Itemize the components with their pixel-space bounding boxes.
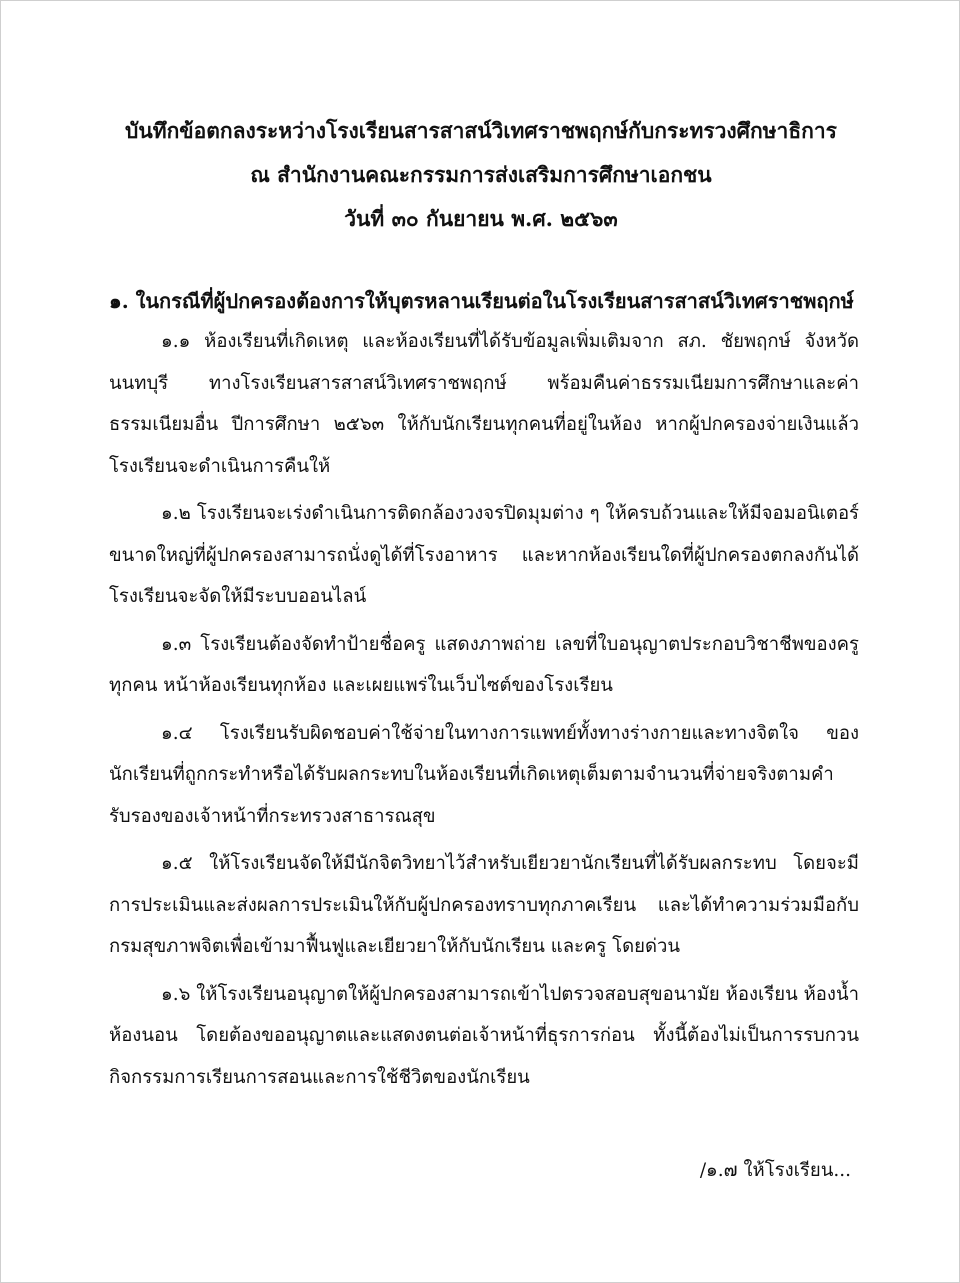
section-heading: ๑. ในกรณีที่ผู้ปกครองต้องการให้บุตรหลานเรียนต่อในโรงเรียนสารสาสน์วิเทศราชพฤกษ์: [109, 289, 854, 313]
paragraph-1-6: ๑.๖ ให้โรงเรียนอนุญาตให้ผู้ปกครองสามารถเข้าไปตรวจสอบสุขอนามัย ห้องเรียน ห้องน้ำ ห้องนอน โดยต้องขออนุญาตและแสดงตนต่อเจ้าหน้าที่ธุรการก่อน ทั้งนี้ต้องไม่เป็นการรบกวนกิจกรรมการเรียนการสอนและการใช้ชีวิตของนักเรียน: [109, 983, 859, 1088]
document-title: [81, 109, 881, 241]
continuation-note: /๑.๗ ให้โรงเรียน...: [699, 1160, 851, 1181]
paragraph-1-2: ๑.๒ โรงเรียนจะเร่งดำเนินการติดกล้องวงจรปิดมุมต่าง ๆ ให้ครบถ้วนและให้มีจอมอนิเตอร์ขนาดใหญ่ที่ผู้ปกครองสามารถนั่งดูได้ที่โรงอาหาร และหากห้องเรียนใดที่ผู้ปกครองตกลงกันได้ โรงเรียนจะจัดให้มีระบบออนไลน์: [109, 503, 859, 607]
paragraph-1-5: ๑.๕ ให้โรงเรียนจัดให้มีนักจิตวิทยาไว้สำหรับเยียวยานักเรียนที่ได้รับผลกระทบ โดยจะมีการประเมินและส่งผลการประเมินให้กับผู้ปกครองทราบทุกภาคเรียน และได้ทำความร่วมมือกับกรมสุขภาพจิตเพื่อเข้ามาฟื้นฟูและเยียวยาให้กับนักเรียน และครู โดยด่วน: [109, 853, 859, 957]
body-text: [109, 321, 859, 1104]
title-line-2: ณ สำนักงานคณะกรรมการส่งเสริมการศึกษาเอกชน: [250, 162, 712, 187]
title-line-1: บันทึกข้อตกลงระหว่างโรงเรียนสารสาสน์วิเทศราชพฤกษ์กับกระทรวงศึกษาธิการ: [125, 118, 837, 143]
title-line-3: วันที่ ๓๐ กันยายน พ.ศ. ๒๕๖๓: [344, 206, 618, 231]
paragraph-1-4: ๑.๔ โรงเรียนรับผิดชอบค่าใช้จ่ายในทางการแพทย์ทั้งทางร่างกายและทางจิตใจ ของนักเรียนที่ถูกกระทำหรือได้รับผลกระทบในห้องเรียนที่เกิดเหตุเต็มตามจำนวนที่จ่ายจริงตามคำรับรองของเจ้าหน้าที่กระทรวงสาธารณสุข: [109, 722, 859, 827]
paragraph-1-1: ๑.๑ ห้องเรียนที่เกิดเหตุ และห้องเรียนที่ได้รับข้อมูลเพิ่มเติมจาก สภ. ชัยพฤกษ์ จังหวัดนนทบุรี ทางโรงเรียนสารสาสน์วิเทศราชพฤกษ์ พร้อมคืนค่าธรรมเนียมการศึกษาและค่าธรรมเนียมอื่น ปีการศึกษา ๒๕๖๓ ให้กับนักเรียนทุกคนที่อยู่ในห้อง หากผู้ปกครองจ่ายเงินแล้ว โรงเรียนจะดำเนินการคืนให้: [109, 331, 859, 477]
paragraph-1-3: ๑.๓ โรงเรียนต้องจัดทำป้ายชื่อครู แสดงภาพถ่าย เลขที่ใบอนุญาตประกอบวิชาชีพของครูทุกคน หน้าห้องเรียนทุกห้อง และเผยแพร่ในเว็บไซต์ของโรงเรียน: [109, 633, 859, 696]
